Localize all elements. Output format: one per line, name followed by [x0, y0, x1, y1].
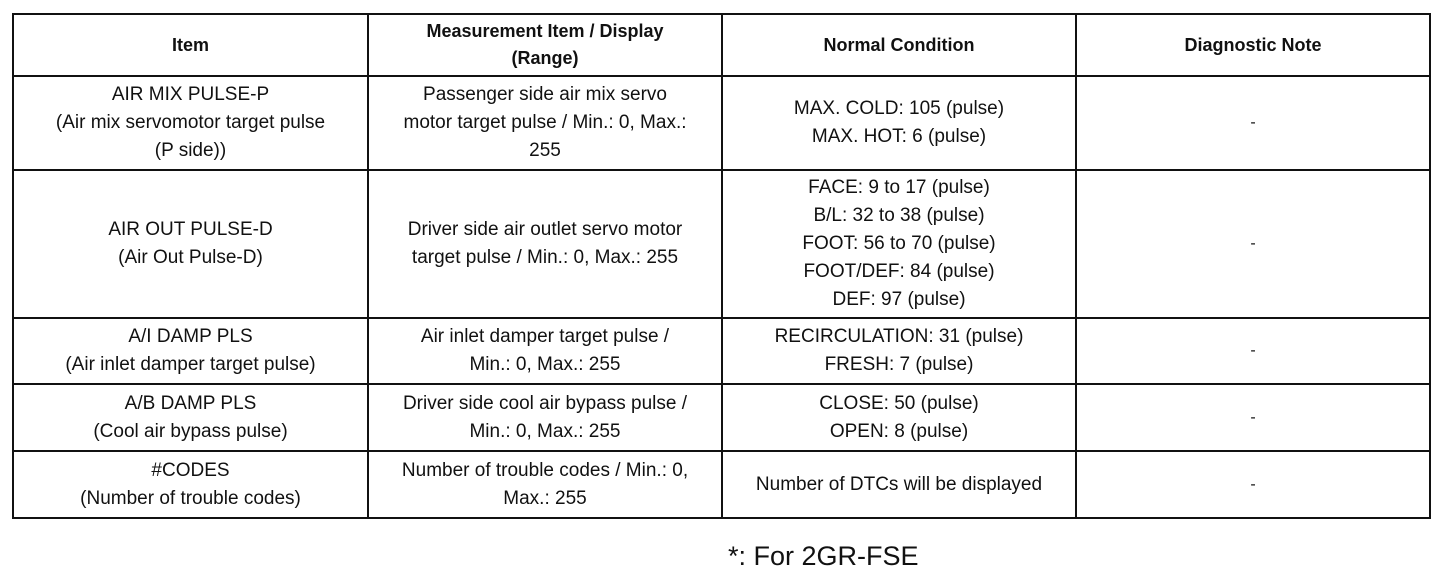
- footnote: *: For 2GR-FSE: [728, 541, 919, 571]
- normal-condition-cell: Number of DTCs will be displayed: [722, 451, 1076, 518]
- item-cell: #CODES (Number of trouble codes): [13, 451, 368, 518]
- measurement-cell: Passenger side air mix servo motor target pulse / Min.: 0, Max.: 255: [368, 76, 722, 170]
- table-header-row: [13, 14, 1430, 76]
- item-cell: AIR OUT PULSE-D (Air Out Pulse-D): [13, 170, 368, 318]
- item-cell: A/B DAMP PLS (Cool air bypass pulse): [13, 384, 368, 451]
- table-row: [13, 76, 1430, 170]
- normal-condition-cell: MAX. COLD: 105 (pulse) MAX. HOT: 6 (pulse): [722, 76, 1076, 170]
- data-table-container: [12, 13, 1429, 519]
- header-normal-condition: Normal Condition: [722, 14, 1076, 76]
- table-row: [13, 318, 1430, 384]
- header-measurement: Measurement Item / Display (Range): [368, 14, 722, 76]
- diagnostic-note-cell: -: [1076, 451, 1430, 518]
- table-row: [13, 384, 1430, 451]
- item-cell: A/I DAMP PLS (Air inlet damper target pulse): [13, 318, 368, 384]
- diagnostic-note-cell: -: [1076, 384, 1430, 451]
- measurement-cell: Number of trouble codes / Min.: 0, Max.: 255: [368, 451, 722, 518]
- measurement-cell: Air inlet damper target pulse / Min.: 0, Max.: 255: [368, 318, 722, 384]
- data-list-table: [12, 13, 1431, 519]
- measurement-cell: Driver side cool air bypass pulse / Min.: 0, Max.: 255: [368, 384, 722, 451]
- diagnostic-note-cell: -: [1076, 76, 1430, 170]
- measurement-cell: Driver side air outlet servo motor target pulse / Min.: 0, Max.: 255: [368, 170, 722, 318]
- normal-condition-cell: RECIRCULATION: 31 (pulse) FRESH: 7 (pulse): [722, 318, 1076, 384]
- diagnostic-note-cell: -: [1076, 318, 1430, 384]
- header-item: Item: [13, 14, 368, 76]
- table-row: [13, 170, 1430, 318]
- header-diagnostic-note: Diagnostic Note: [1076, 14, 1430, 76]
- diagnostic-note-cell: -: [1076, 170, 1430, 318]
- table-row: [13, 451, 1430, 518]
- normal-condition-cell: FACE: 9 to 17 (pulse) B/L: 32 to 38 (pulse) FOOT: 56 to 70 (pulse) FOOT/DEF: 84 (pulse) DEF: 97 (pulse): [722, 170, 1076, 318]
- item-cell: AIR MIX PULSE-P (Air mix servomotor target pulse (P side)): [13, 76, 368, 170]
- normal-condition-cell: CLOSE: 50 (pulse) OPEN: 8 (pulse): [722, 384, 1076, 451]
